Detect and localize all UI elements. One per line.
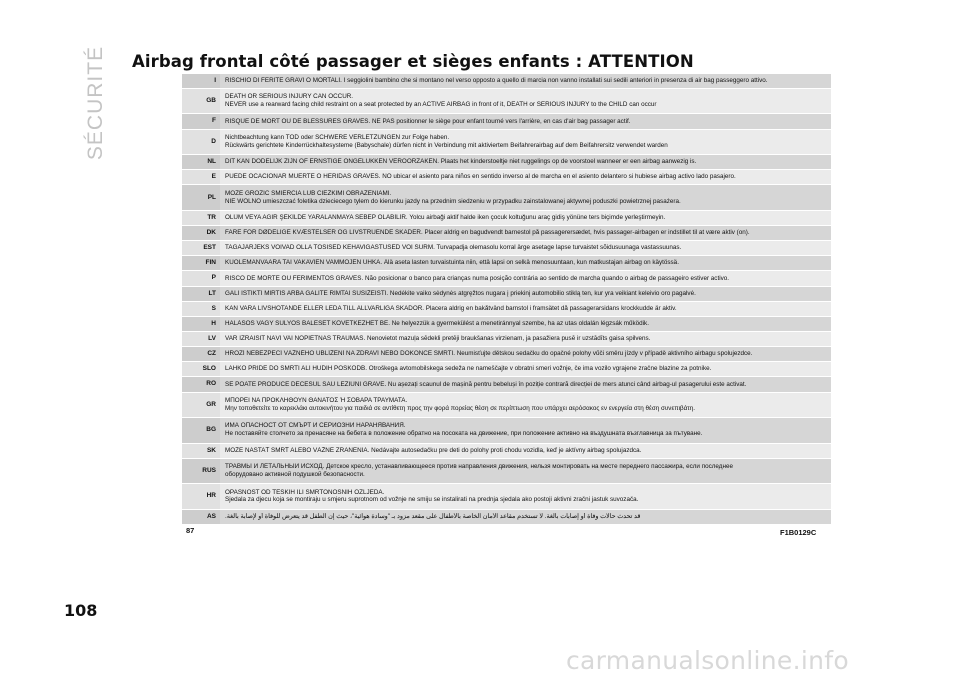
warning-text-line: KUOLEMANVAARA TAI VAKAVIEN VAMMOJEN UHKA. Älä aseta lasten turvaistuinta niin, että lapsi on selkä menosuuntaan, kun matkustajan airbag on käytössä.: [225, 259, 679, 267]
language-code: LT: [182, 286, 220, 301]
language-code: D: [182, 129, 220, 154]
warning-row: [182, 301, 831, 316]
warning-row: [182, 256, 831, 271]
warning-text-line: ИМА ОПАСНОСТ ОТ СМЪРТ И СЕРИОЗНИ НАРАНЯВАНИЯ.: [225, 422, 406, 430]
language-code: P: [182, 271, 220, 286]
warning-text: [220, 88, 831, 113]
warning-text-line: RISQUE DE MORT OU DE BLESSURES GRAVES. NE PAS positionner le siège pour enfant tourné vers l'arrière, en cas d'air bag passager actif.: [225, 117, 631, 125]
warning-text-line: SE POATE PRODUCE DECESUL SAU LEZIUNI GRAVE. Nu așezați scaunul de mașină pentru bebeluși în poziție contrară direcției de mers atunci când airbag-ul pasagerului este activat.: [225, 380, 747, 388]
language-code: EST: [182, 241, 220, 256]
warning-text-line: ТРАВМЫ И ЛЕТАЛЬНЫЙ ИСХОД. Детское кресло, устанавливающееся против направления движения, нельзя монтировать на месте переднего пассажира, если последнее: [225, 463, 733, 471]
language-code: PL: [182, 185, 220, 210]
language-code: RO: [182, 377, 220, 392]
warning-row: [182, 88, 831, 113]
warning-text: [220, 74, 831, 88]
language-code: RUS: [182, 458, 220, 483]
warning-text-line: FARE FOR DØDELIGE KVÆSTELSER OG LIVSTRUENDE SKADER. Placer aldrig en bagudvendt barnestol på passagerersædet, hvis passager-airbagen er indstillet til at være aktiv (on).: [225, 229, 750, 237]
language-code: FIN: [182, 256, 220, 271]
warning-text-line: VAR IZRAISĪT NĀVI VAI NOPIETNAS TRAUMAS. Nenovietot mazuļa sēdekli pretēji braukšanas virzienam, ja pasažiera pusē ir uzstādīts gaisa spilvens.: [225, 335, 651, 343]
warning-text: [220, 331, 831, 346]
warning-text: [220, 377, 831, 392]
warning-row: [182, 443, 831, 458]
language-code: LV: [182, 331, 220, 346]
warning-row: [182, 509, 831, 524]
warning-row: [182, 286, 831, 301]
warning-row: [182, 347, 831, 362]
language-code: GR: [182, 392, 220, 417]
figure-code: F1B0129C: [780, 528, 817, 537]
warning-row: [182, 185, 831, 210]
language-code: F: [182, 114, 220, 129]
warning-text-line: NEVER use a rearward facing child restraint on a seat protected by an ACTIVE AIRBAG in front of it, DEATH or SERIOUS INJURY to the CHILD can occur: [225, 101, 657, 109]
warning-table-body: [182, 74, 831, 525]
section-side-label: [76, 40, 116, 165]
warning-text: [220, 286, 831, 301]
warning-table: [182, 74, 831, 525]
warning-text-line: MOŻE GROZIĆ ŚMIERCIA LUB CIEŻKIMI OBRAŻENIAMI.: [225, 189, 392, 197]
language-code: I: [182, 74, 220, 88]
warning-row: [182, 271, 831, 286]
page-number: 108: [64, 601, 98, 620]
language-code: H: [182, 316, 220, 331]
warning-text-line: قد تحدث حالات وفاة أو إصابات بالغة. لا تستخدم مقاعد الأمان الخاصة بالأطفال على مقعد مزود بـ "وسادة هوائية"، حيث إن الطفل قد يتعرض للوفاة أو لإصابة بالغة.: [225, 512, 641, 520]
warning-text-line: OPASNOST OD TEŠKIH ILI SMRTONOSNIH OZLJEDA.: [225, 488, 385, 496]
warning-text: [220, 484, 831, 509]
warning-text: [220, 210, 831, 225]
section-label-text: SÉCURITÉ: [84, 45, 107, 160]
language-code: BG: [182, 418, 220, 443]
language-code: DK: [182, 225, 220, 240]
airbag-warning-label-figure: [182, 74, 831, 525]
warning-text: [220, 225, 831, 240]
warning-text: [220, 347, 831, 362]
page-title: Airbag frontal côté passager et sièges enfants : ATTENTION: [132, 52, 694, 71]
warning-row: [182, 316, 831, 331]
warning-text-line: KAN VARA LIVSHOTANDE ELLER LEDA TILL ALLVARLIGA SKADOR. Placera aldrig en bakåtvänd barnstol i framsätet då passagerarsidans krockkudde är aktiv.: [225, 304, 677, 312]
language-code: TR: [182, 210, 220, 225]
language-code: GB: [182, 88, 220, 113]
warning-text-line: Nichtbeachtung kann TOD oder SCHWERE VERLETZUNGEN zur Folge haben.: [225, 133, 450, 141]
warning-text: [220, 271, 831, 286]
warning-row: [182, 74, 831, 88]
warning-text-line: ÖLÜM VEYA AĞIR ŞEKİLDE YARALANMAYA SEBEP OLABİLİR. Yolcu airbaği aktif halde iken çocuk koltuğunu araç gidiş yönüne ters biçimde yerleştirmeyin.: [225, 213, 666, 221]
watermark: carmanualsonline.info: [566, 646, 849, 675]
warning-text: [220, 155, 831, 170]
warning-row: [182, 484, 831, 509]
warning-row: [182, 225, 831, 240]
language-code: SLO: [182, 362, 220, 377]
warning-text: [220, 241, 831, 256]
warning-text: [220, 114, 831, 129]
warning-row: [182, 114, 831, 129]
warning-text: [220, 392, 831, 417]
warning-text-line: HROZÍ NEBEZPEČÍ VÁŽNÉHO UBLÍŽENÍ NA ZDRAVÍ NEBO DOKONCE SMRTI. Neumisťujte dětskou sedačku do opačné polohy vůči směru jízdy v případě aktivního airbagu spolujezdce.: [225, 350, 753, 358]
warning-text-line: TAGAJÄRJEKS VÕIVAD OLLA TÕSISED KEHAVIGASTUSED VÕI SURM. Turvapadja olemasolu korral ärge asetage lapse turvaistet sõidusuunaga vastassuunas.: [225, 244, 682, 252]
language-code: S: [182, 301, 220, 316]
warning-text-line: HALÁSOS VAGY SÚLYOS BALESET KÖVETKEZHET BE. Ne helyezzük a gyermekülést a menetiránnyal szembe, ha az utas oldalán légzsák működik.: [225, 319, 649, 327]
language-code: AS: [182, 509, 220, 524]
warning-row: [182, 362, 831, 377]
warning-text-line: оборудовано активной подушкой безопасности.: [225, 470, 365, 478]
warning-text: [220, 129, 831, 154]
figure-number: 87: [186, 526, 195, 535]
warning-text-line: RISCO DE MORTE OU FERIMENTOS GRAVES. Não posicionar o banco para crianças numa posição contrária ao sentido de marcha quando o airbag de passageiro estiver activo.: [225, 274, 729, 282]
language-code: E: [182, 170, 220, 185]
warning-text-line: Μην τοποθετείτε το καρεκλάκι αυτοκινήτου για παιδιά σε αντίθετη προς την φορά πορείας θέση σε περίπτωση που υπάρχει αερόσακος εν ενεργεία στη θέση συνεπιβάτη.: [225, 404, 696, 412]
warning-text: [220, 301, 831, 316]
warning-text-line: DEATH OR SERIOUS INJURY CAN OCCUR.: [225, 93, 354, 101]
warning-row: [182, 241, 831, 256]
warning-row: [182, 377, 831, 392]
warning-text-line: LAHKO PRIDE DO SMRTI ALI HUDIH POŠKODB. Otroškega avtomobilskega sedeža ne nameščajte v obratni smeri vožnje, če ima vozilo vgrajene zračne blazine za potnike.: [225, 365, 712, 373]
warning-text-line: GALI IŠTIKTI MIRTIS ARBA GALITE RIMTAI SUSIŽEISTI. Nedėkite vaiko sėdynės atgręžtos nugara į priekinį automobilio stiklą ten, kur yra veikiant keleivio oro pagalvė.: [225, 289, 696, 297]
warning-text-line: RISCHIO DI FERITE GRAVI O MORTALI. I seggiolini bambino che si montano nel verso opposto a quello di marcia non vanno installati sui sedili anteriori in presenza di air bag passeggero attivo.: [225, 77, 768, 85]
warning-text: [220, 362, 831, 377]
warning-text-line: Не поставяйте столчето за пренасяне на бебета в положение обратно на посоката на движение, при положение активно на въздушната възглавница за пътуване.: [225, 430, 703, 438]
warning-text: [220, 316, 831, 331]
warning-text-line: DIT KAN DODELIJK ZIJN OF ERNSTIGE ONGELUKKEN VEROORZAKEN. Plaats het kinderstoeltje niet ruggelings op de voorstoel wanneer er een airbag aanwezig is.: [225, 158, 697, 166]
warning-text: [220, 418, 831, 443]
warning-row: [182, 458, 831, 483]
warning-text-line: Rückwärts gerichtete Kinderrückhaltesysteme (Babyschale) dürfen nicht in Verbindung mit aktiviertem Beifahrerairbag auf dem Beifahrersitz verwendet warden: [225, 141, 668, 149]
warning-row: [182, 210, 831, 225]
warning-text: [220, 185, 831, 210]
warning-text-line: MÔŽE NASTAŤ SMRŤ ALEBO VÁŽNE ZRANENIA. Nedávajte autosedačku pre deti do polohy proti chodu vozidla, keď je aktívny airbag spolujazdca.: [225, 446, 642, 454]
warning-text-line: Sjedala za djecu koja se montiraju u smjeru suprotnom od vožnje ne smiju se instalirati na prednja sjedala ako postoji aktivni zračni jastuk suvozača.: [225, 496, 639, 504]
warning-row: [182, 418, 831, 443]
warning-text-line: ΜΠΟΡΕΙ ΝΑ ΠΡΟΚΛΗΘΟΥΝ ΘΑΝΑΤΟΣ Ή ΣΟΒΑΡΑ ΤΡΑΥΜΑΤΑ.: [225, 396, 408, 404]
warning-text: [220, 170, 831, 185]
language-code: NL: [182, 155, 220, 170]
language-code: HR: [182, 484, 220, 509]
warning-row: [182, 331, 831, 346]
warning-row: [182, 155, 831, 170]
warning-row: [182, 170, 831, 185]
warning-row: [182, 392, 831, 417]
warning-row: [182, 129, 831, 154]
warning-text: [220, 458, 831, 483]
warning-text: [220, 256, 831, 271]
language-code: SK: [182, 443, 220, 458]
warning-text-line: NIE WOLNO umieszczać foletika dzieciecego tylem do kierunku jazdy na przednim siedzeniu w przypadku zainstalowanej aktywnej poduszki powietrznej pasażera.: [225, 197, 681, 205]
warning-text: [220, 509, 831, 524]
warning-text: [220, 443, 831, 458]
language-code: CZ: [182, 347, 220, 362]
warning-text-line: PUEDE OCACIONAR MUERTE O HERIDAS GRAVES. NO ubicar el asiento para niños en sentido inverso al de marcha en el asiento delantero si hubiese airbag activo lado pasajero.: [225, 173, 736, 181]
